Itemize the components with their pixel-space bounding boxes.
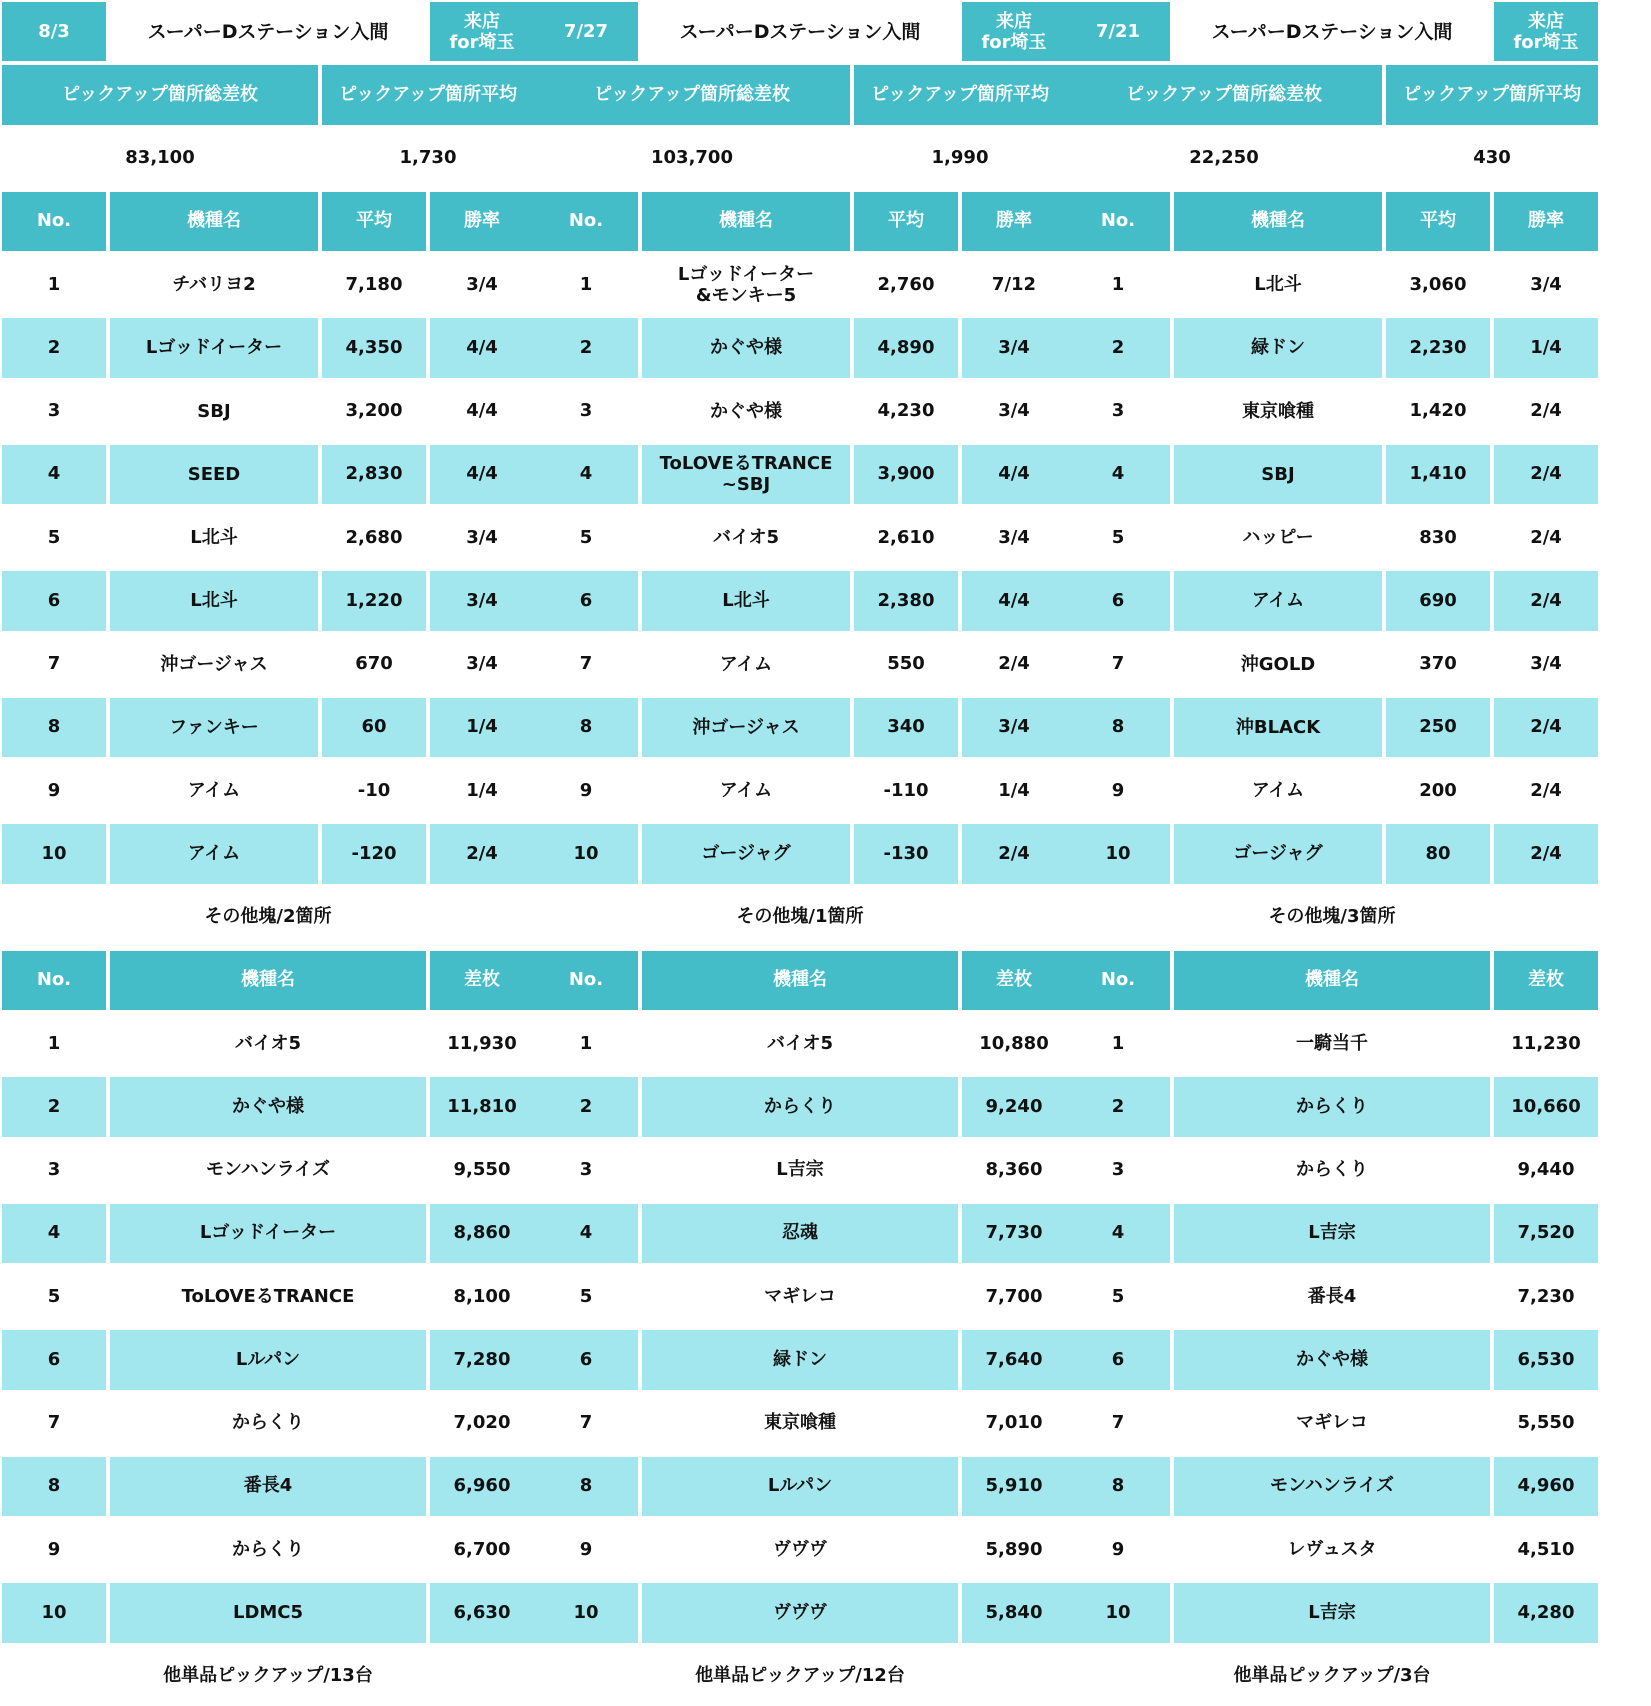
- ranking-average: 2,610: [854, 508, 958, 567]
- other-clusters-note: その他塊/2箇所: [110, 888, 426, 947]
- other-clusters-note: その他塊/3箇所: [1174, 888, 1490, 947]
- single-model: からくり: [642, 1077, 958, 1136]
- single-pickup-footer: 他単品ピックアップ/13台: [2, 1647, 534, 1706]
- col-average-header: 平均: [1386, 192, 1490, 251]
- single-diff: 6,530: [1494, 1330, 1598, 1389]
- ranking-winrate: 4/4: [430, 382, 534, 441]
- ranking-winrate: 2/4: [1494, 508, 1598, 567]
- single-no-header: No.: [2, 951, 106, 1010]
- ranking-no: 7: [2, 635, 106, 694]
- visit-line-2: for埼玉: [1513, 31, 1579, 53]
- visit-line-2: for埼玉: [981, 31, 1047, 53]
- single-model: バイオ5: [642, 1014, 958, 1073]
- ranking-no: 2: [534, 318, 638, 377]
- ranking-winrate: 3/4: [962, 508, 1066, 567]
- pickup-total-value: 103,700: [534, 129, 850, 188]
- ranking-average: 1,220: [322, 571, 426, 630]
- single-no: 9: [534, 1520, 638, 1579]
- ranking-winrate: 1/4: [962, 761, 1066, 820]
- single-no: 4: [2, 1204, 106, 1263]
- single-model: マギレコ: [1174, 1394, 1490, 1453]
- ranking-model: SEED: [110, 445, 318, 504]
- single-no: 3: [2, 1141, 106, 1200]
- single-no: 2: [1066, 1077, 1170, 1136]
- single-model-header: 機種名: [642, 951, 958, 1010]
- visit-badge: [1494, 2, 1598, 61]
- single-pickup-footer: 他単品ピックアップ/3台: [1066, 1647, 1598, 1706]
- ranking-model: ファンキー: [110, 698, 318, 757]
- ranking-no: 8: [1066, 698, 1170, 757]
- ranking-winrate: 4/4: [430, 445, 534, 504]
- single-diff: 6,960: [430, 1457, 534, 1516]
- ranking-average: 2,380: [854, 571, 958, 630]
- single-model: ヴヴヴ: [642, 1520, 958, 1579]
- col-average-header: 平均: [854, 192, 958, 251]
- ranking-winrate: 1/4: [430, 698, 534, 757]
- ranking-average: 550: [854, 635, 958, 694]
- ranking-no: 10: [1066, 824, 1170, 883]
- single-model: モンハンライズ: [110, 1141, 426, 1200]
- col-model-header: 機種名: [642, 192, 850, 251]
- ranking-no: 3: [1066, 382, 1170, 441]
- ranking-average: 1,410: [1386, 445, 1490, 504]
- ranking-no: 4: [1066, 445, 1170, 504]
- ranking-winrate: 2/4: [1494, 824, 1598, 883]
- single-diff: 7,700: [962, 1267, 1066, 1326]
- ranking-average: 4,350: [322, 318, 426, 377]
- single-no: 3: [534, 1141, 638, 1200]
- ranking-model: チバリヨ2: [110, 255, 318, 314]
- store-name: スーパーDステーション入間: [642, 2, 958, 61]
- ranking-no: 5: [534, 508, 638, 567]
- ranking-model: L北斗: [642, 571, 850, 630]
- ranking-winrate: 3/4: [962, 382, 1066, 441]
- ranking-model: アイム: [642, 635, 850, 694]
- single-diff: 11,930: [430, 1014, 534, 1073]
- col-average-header: 平均: [322, 192, 426, 251]
- single-no: 6: [534, 1330, 638, 1389]
- pickup-total-header: ピックアップ箇所総差枚: [1066, 65, 1382, 124]
- single-model: レヴュスタ: [1174, 1520, 1490, 1579]
- ranking-model: かぐや様: [642, 382, 850, 441]
- ranking-model: Lゴッドイーター: [110, 318, 318, 377]
- pickup-average-value: 430: [1386, 129, 1598, 188]
- single-model: Lゴッドイーター: [110, 1204, 426, 1263]
- other-blank-right: [962, 888, 1066, 947]
- ranking-no: 6: [2, 571, 106, 630]
- single-no: 5: [534, 1267, 638, 1326]
- ranking-average: 250: [1386, 698, 1490, 757]
- ranking-average: 2,230: [1386, 318, 1490, 377]
- other-blank-right: [430, 888, 534, 947]
- ranking-model: 東京喰種: [1174, 382, 1382, 441]
- ranking-average: 340: [854, 698, 958, 757]
- ranking-no: 7: [1066, 635, 1170, 694]
- single-diff: 9,240: [962, 1077, 1066, 1136]
- visit-badge: [430, 2, 534, 61]
- pickup-average-header: ピックアップ箇所平均: [322, 65, 534, 124]
- single-diff: 7,280: [430, 1330, 534, 1389]
- visit-line-1: 来店: [996, 10, 1032, 32]
- ranking-no: 3: [2, 382, 106, 441]
- ranking-winrate: 3/4: [430, 635, 534, 694]
- single-diff: 5,550: [1494, 1394, 1598, 1453]
- ranking-winrate: 4/4: [962, 571, 1066, 630]
- single-no: 9: [1066, 1520, 1170, 1579]
- single-model: バイオ5: [110, 1014, 426, 1073]
- ranking-no: 6: [1066, 571, 1170, 630]
- single-diff: 7,020: [430, 1394, 534, 1453]
- single-no-header: No.: [1066, 951, 1170, 1010]
- ranking-winrate: 7/12: [962, 255, 1066, 314]
- single-no: 1: [2, 1014, 106, 1073]
- ranking-winrate: 2/4: [1494, 571, 1598, 630]
- ranking-average: -130: [854, 824, 958, 883]
- single-diff: 11,810: [430, 1077, 534, 1136]
- ranking-model: 沖ゴージャス: [642, 698, 850, 757]
- single-diff: 5,910: [962, 1457, 1066, 1516]
- ranking-model: かぐや様: [642, 318, 850, 377]
- single-no: 8: [1066, 1457, 1170, 1516]
- ranking-model: ゴージャグ: [1174, 824, 1382, 883]
- ranking-no: 2: [1066, 318, 1170, 377]
- single-no: 4: [1066, 1204, 1170, 1263]
- single-diff: 11,230: [1494, 1014, 1598, 1073]
- visit-line-2: for埼玉: [449, 31, 515, 53]
- ranking-model: アイム: [110, 824, 318, 883]
- single-model: 一騎当千: [1174, 1014, 1490, 1073]
- ranking-average: 60: [322, 698, 426, 757]
- single-diff: 5,840: [962, 1583, 1066, 1642]
- col-model-header: 機種名: [110, 192, 318, 251]
- single-pickup-footer: 他単品ピックアップ/12台: [534, 1647, 1066, 1706]
- ranking-average: 370: [1386, 635, 1490, 694]
- single-no: 7: [2, 1394, 106, 1453]
- single-model: 東京喰種: [642, 1394, 958, 1453]
- pickup-average-header: ピックアップ箇所平均: [1386, 65, 1598, 124]
- col-winrate-header: 勝率: [1494, 192, 1598, 251]
- ranking-no: 1: [534, 255, 638, 314]
- ranking-average: 670: [322, 635, 426, 694]
- ranking-winrate: 2/4: [1494, 761, 1598, 820]
- ranking-winrate: 4/4: [430, 318, 534, 377]
- col-model-header: 機種名: [1174, 192, 1382, 251]
- ranking-average: 3,900: [854, 445, 958, 504]
- ranking-winrate: 2/4: [1494, 382, 1598, 441]
- single-diff: 7,520: [1494, 1204, 1598, 1263]
- single-diff: 4,280: [1494, 1583, 1598, 1642]
- pickup-total-header: ピックアップ箇所総差枚: [534, 65, 850, 124]
- visit-line-1: 来店: [1528, 10, 1564, 32]
- date-label: 7/21: [1066, 2, 1170, 61]
- single-diff: 7,230: [1494, 1267, 1598, 1326]
- single-model: L吉宗: [642, 1141, 958, 1200]
- other-blank-left: [2, 888, 106, 947]
- ranking-no: 10: [534, 824, 638, 883]
- ranking-no: 9: [534, 761, 638, 820]
- single-no: 3: [1066, 1141, 1170, 1200]
- single-model: ToLOVEるTRANCE: [110, 1267, 426, 1326]
- ranking-average: -10: [322, 761, 426, 820]
- ranking-winrate: 3/4: [430, 255, 534, 314]
- date-label: 8/3: [2, 2, 106, 61]
- ranking-no: 4: [534, 445, 638, 504]
- single-model: モンハンライズ: [1174, 1457, 1490, 1516]
- single-diff: 9,440: [1494, 1141, 1598, 1200]
- ranking-no: 1: [1066, 255, 1170, 314]
- single-model: マギレコ: [642, 1267, 958, 1326]
- other-blank-left: [1066, 888, 1170, 947]
- ranking-model: SBJ: [1174, 445, 1382, 504]
- ranking-no: 9: [2, 761, 106, 820]
- ranking-no: 5: [1066, 508, 1170, 567]
- ranking-winrate: 2/4: [1494, 445, 1598, 504]
- ranking-average: 2,760: [854, 255, 958, 314]
- single-model: からくり: [110, 1520, 426, 1579]
- ranking-model: アイム: [1174, 571, 1382, 630]
- single-diff: 5,890: [962, 1520, 1066, 1579]
- ranking-average: 7,180: [322, 255, 426, 314]
- date-label: 7/27: [534, 2, 638, 61]
- single-no: 7: [1066, 1394, 1170, 1453]
- ranking-winrate: 3/4: [1494, 635, 1598, 694]
- single-model-header: 機種名: [110, 951, 426, 1010]
- ranking-winrate: 2/4: [962, 635, 1066, 694]
- ranking-no: 2: [2, 318, 106, 377]
- ranking-average: -120: [322, 824, 426, 883]
- ranking-no: 1: [2, 255, 106, 314]
- ranking-winrate: 3/4: [962, 698, 1066, 757]
- ranking-no: 5: [2, 508, 106, 567]
- single-no: 1: [1066, 1014, 1170, 1073]
- single-no: 5: [2, 1267, 106, 1326]
- ranking-average: 4,230: [854, 382, 958, 441]
- ranking-no: 3: [534, 382, 638, 441]
- single-no: 1: [534, 1014, 638, 1073]
- single-model: からくり: [1174, 1077, 1490, 1136]
- ranking-winrate: 3/4: [430, 508, 534, 567]
- single-model: からくり: [1174, 1141, 1490, 1200]
- single-no: 2: [534, 1077, 638, 1136]
- single-diff-header: 差枚: [962, 951, 1066, 1010]
- store-name: スーパーDステーション入間: [110, 2, 426, 61]
- ranking-model: L北斗: [110, 508, 318, 567]
- ranking-model: 沖BLACK: [1174, 698, 1382, 757]
- visit-line-1: 来店: [464, 10, 500, 32]
- ranking-average: 1,420: [1386, 382, 1490, 441]
- ranking-no: 10: [2, 824, 106, 883]
- pickup-total-value: 83,100: [2, 129, 318, 188]
- ranking-winrate: 1/4: [1494, 318, 1598, 377]
- ranking-no: 8: [2, 698, 106, 757]
- ranking-model: 沖ゴージャス: [110, 635, 318, 694]
- single-diff: 8,360: [962, 1141, 1066, 1200]
- col-winrate-header: 勝率: [962, 192, 1066, 251]
- ranking-winrate: 3/4: [1494, 255, 1598, 314]
- ranking-model: 緑ドン: [1174, 318, 1382, 377]
- store-panel: [1066, 2, 1594, 1687]
- ranking-average: 2,680: [322, 508, 426, 567]
- ranking-model: ハッピー: [1174, 508, 1382, 567]
- store-name: スーパーDステーション入間: [1174, 2, 1490, 61]
- ranking-no: 7: [534, 635, 638, 694]
- other-blank-left: [534, 888, 638, 947]
- ranking-average: 3,060: [1386, 255, 1490, 314]
- ranking-winrate: 3/4: [430, 571, 534, 630]
- pickup-average-value: 1,730: [322, 129, 534, 188]
- single-diff: 8,860: [430, 1204, 534, 1263]
- ranking-no: 8: [534, 698, 638, 757]
- single-no: 4: [534, 1204, 638, 1263]
- ranking-average: -110: [854, 761, 958, 820]
- ranking-no: 9: [1066, 761, 1170, 820]
- ranking-no: 4: [2, 445, 106, 504]
- ranking-model: 沖GOLD: [1174, 635, 1382, 694]
- single-model: 緑ドン: [642, 1330, 958, 1389]
- single-no: 7: [534, 1394, 638, 1453]
- store-panel: [534, 2, 1062, 1687]
- ranking-model: Lゴッドイーター &モンキー5: [642, 255, 850, 314]
- col-no-header: No.: [1066, 192, 1170, 251]
- col-no-header: No.: [2, 192, 106, 251]
- single-no-header: No.: [534, 951, 638, 1010]
- single-no: 10: [534, 1583, 638, 1642]
- single-no: 6: [1066, 1330, 1170, 1389]
- other-clusters-note: その他塊/1箇所: [642, 888, 958, 947]
- single-diff: 10,880: [962, 1014, 1066, 1073]
- ranking-model: アイム: [1174, 761, 1382, 820]
- single-diff: 10,660: [1494, 1077, 1598, 1136]
- single-no: 8: [534, 1457, 638, 1516]
- ranking-average: 4,890: [854, 318, 958, 377]
- ranking-average: 80: [1386, 824, 1490, 883]
- single-diff: 8,100: [430, 1267, 534, 1326]
- other-blank-right: [1494, 888, 1598, 947]
- ranking-model: ToLOVEるTRANCE ~SBJ: [642, 445, 850, 504]
- ranking-winrate: 3/4: [962, 318, 1066, 377]
- single-model: 番長4: [110, 1457, 426, 1516]
- pickup-average-value: 1,990: [854, 129, 1066, 188]
- ranking-model: L北斗: [1174, 255, 1382, 314]
- single-diff-header: 差枚: [430, 951, 534, 1010]
- single-model: L吉宗: [1174, 1583, 1490, 1642]
- single-model: LDMC5: [110, 1583, 426, 1642]
- single-no: 10: [2, 1583, 106, 1642]
- single-no: 10: [1066, 1583, 1170, 1642]
- single-no: 5: [1066, 1267, 1170, 1326]
- single-model: かぐや様: [1174, 1330, 1490, 1389]
- ranking-winrate: 2/4: [962, 824, 1066, 883]
- ranking-model: SBJ: [110, 382, 318, 441]
- single-model: 番長4: [1174, 1267, 1490, 1326]
- single-diff: 7,730: [962, 1204, 1066, 1263]
- ranking-winrate: 2/4: [430, 824, 534, 883]
- single-model: Lルパン: [110, 1330, 426, 1389]
- single-model: からくり: [110, 1394, 426, 1453]
- ranking-model: アイム: [110, 761, 318, 820]
- ranking-model: アイム: [642, 761, 850, 820]
- ranking-winrate: 2/4: [1494, 698, 1598, 757]
- col-no-header: No.: [534, 192, 638, 251]
- ranking-average: 200: [1386, 761, 1490, 820]
- single-model: L吉宗: [1174, 1204, 1490, 1263]
- single-model: Lルパン: [642, 1457, 958, 1516]
- pickup-average-header: ピックアップ箇所平均: [854, 65, 1066, 124]
- single-diff: 7,010: [962, 1394, 1066, 1453]
- store-panel: [2, 2, 530, 1687]
- single-model: 忍魂: [642, 1204, 958, 1263]
- ranking-average: 2,830: [322, 445, 426, 504]
- ranking-model: ゴージャグ: [642, 824, 850, 883]
- single-diff: 4,510: [1494, 1520, 1598, 1579]
- single-model: ヴヴヴ: [642, 1583, 958, 1642]
- single-diff: 9,550: [430, 1141, 534, 1200]
- pickup-total-header: ピックアップ箇所総差枚: [2, 65, 318, 124]
- single-diff: 7,640: [962, 1330, 1066, 1389]
- ranking-winrate: 1/4: [430, 761, 534, 820]
- single-diff: 6,630: [430, 1583, 534, 1642]
- col-winrate-header: 勝率: [430, 192, 534, 251]
- ranking-model: L北斗: [110, 571, 318, 630]
- single-model-header: 機種名: [1174, 951, 1490, 1010]
- pickup-total-value: 22,250: [1066, 129, 1382, 188]
- single-diff: 4,960: [1494, 1457, 1598, 1516]
- single-no: 6: [2, 1330, 106, 1389]
- ranking-average: 3,200: [322, 382, 426, 441]
- visit-badge: [962, 2, 1066, 61]
- single-no: 9: [2, 1520, 106, 1579]
- single-diff-header: 差枚: [1494, 951, 1598, 1010]
- single-model: かぐや様: [110, 1077, 426, 1136]
- ranking-average: 690: [1386, 571, 1490, 630]
- single-diff: 6,700: [430, 1520, 534, 1579]
- ranking-average: 830: [1386, 508, 1490, 567]
- single-no: 2: [2, 1077, 106, 1136]
- ranking-winrate: 4/4: [962, 445, 1066, 504]
- single-no: 8: [2, 1457, 106, 1516]
- ranking-model: バイオ5: [642, 508, 850, 567]
- ranking-no: 6: [534, 571, 638, 630]
